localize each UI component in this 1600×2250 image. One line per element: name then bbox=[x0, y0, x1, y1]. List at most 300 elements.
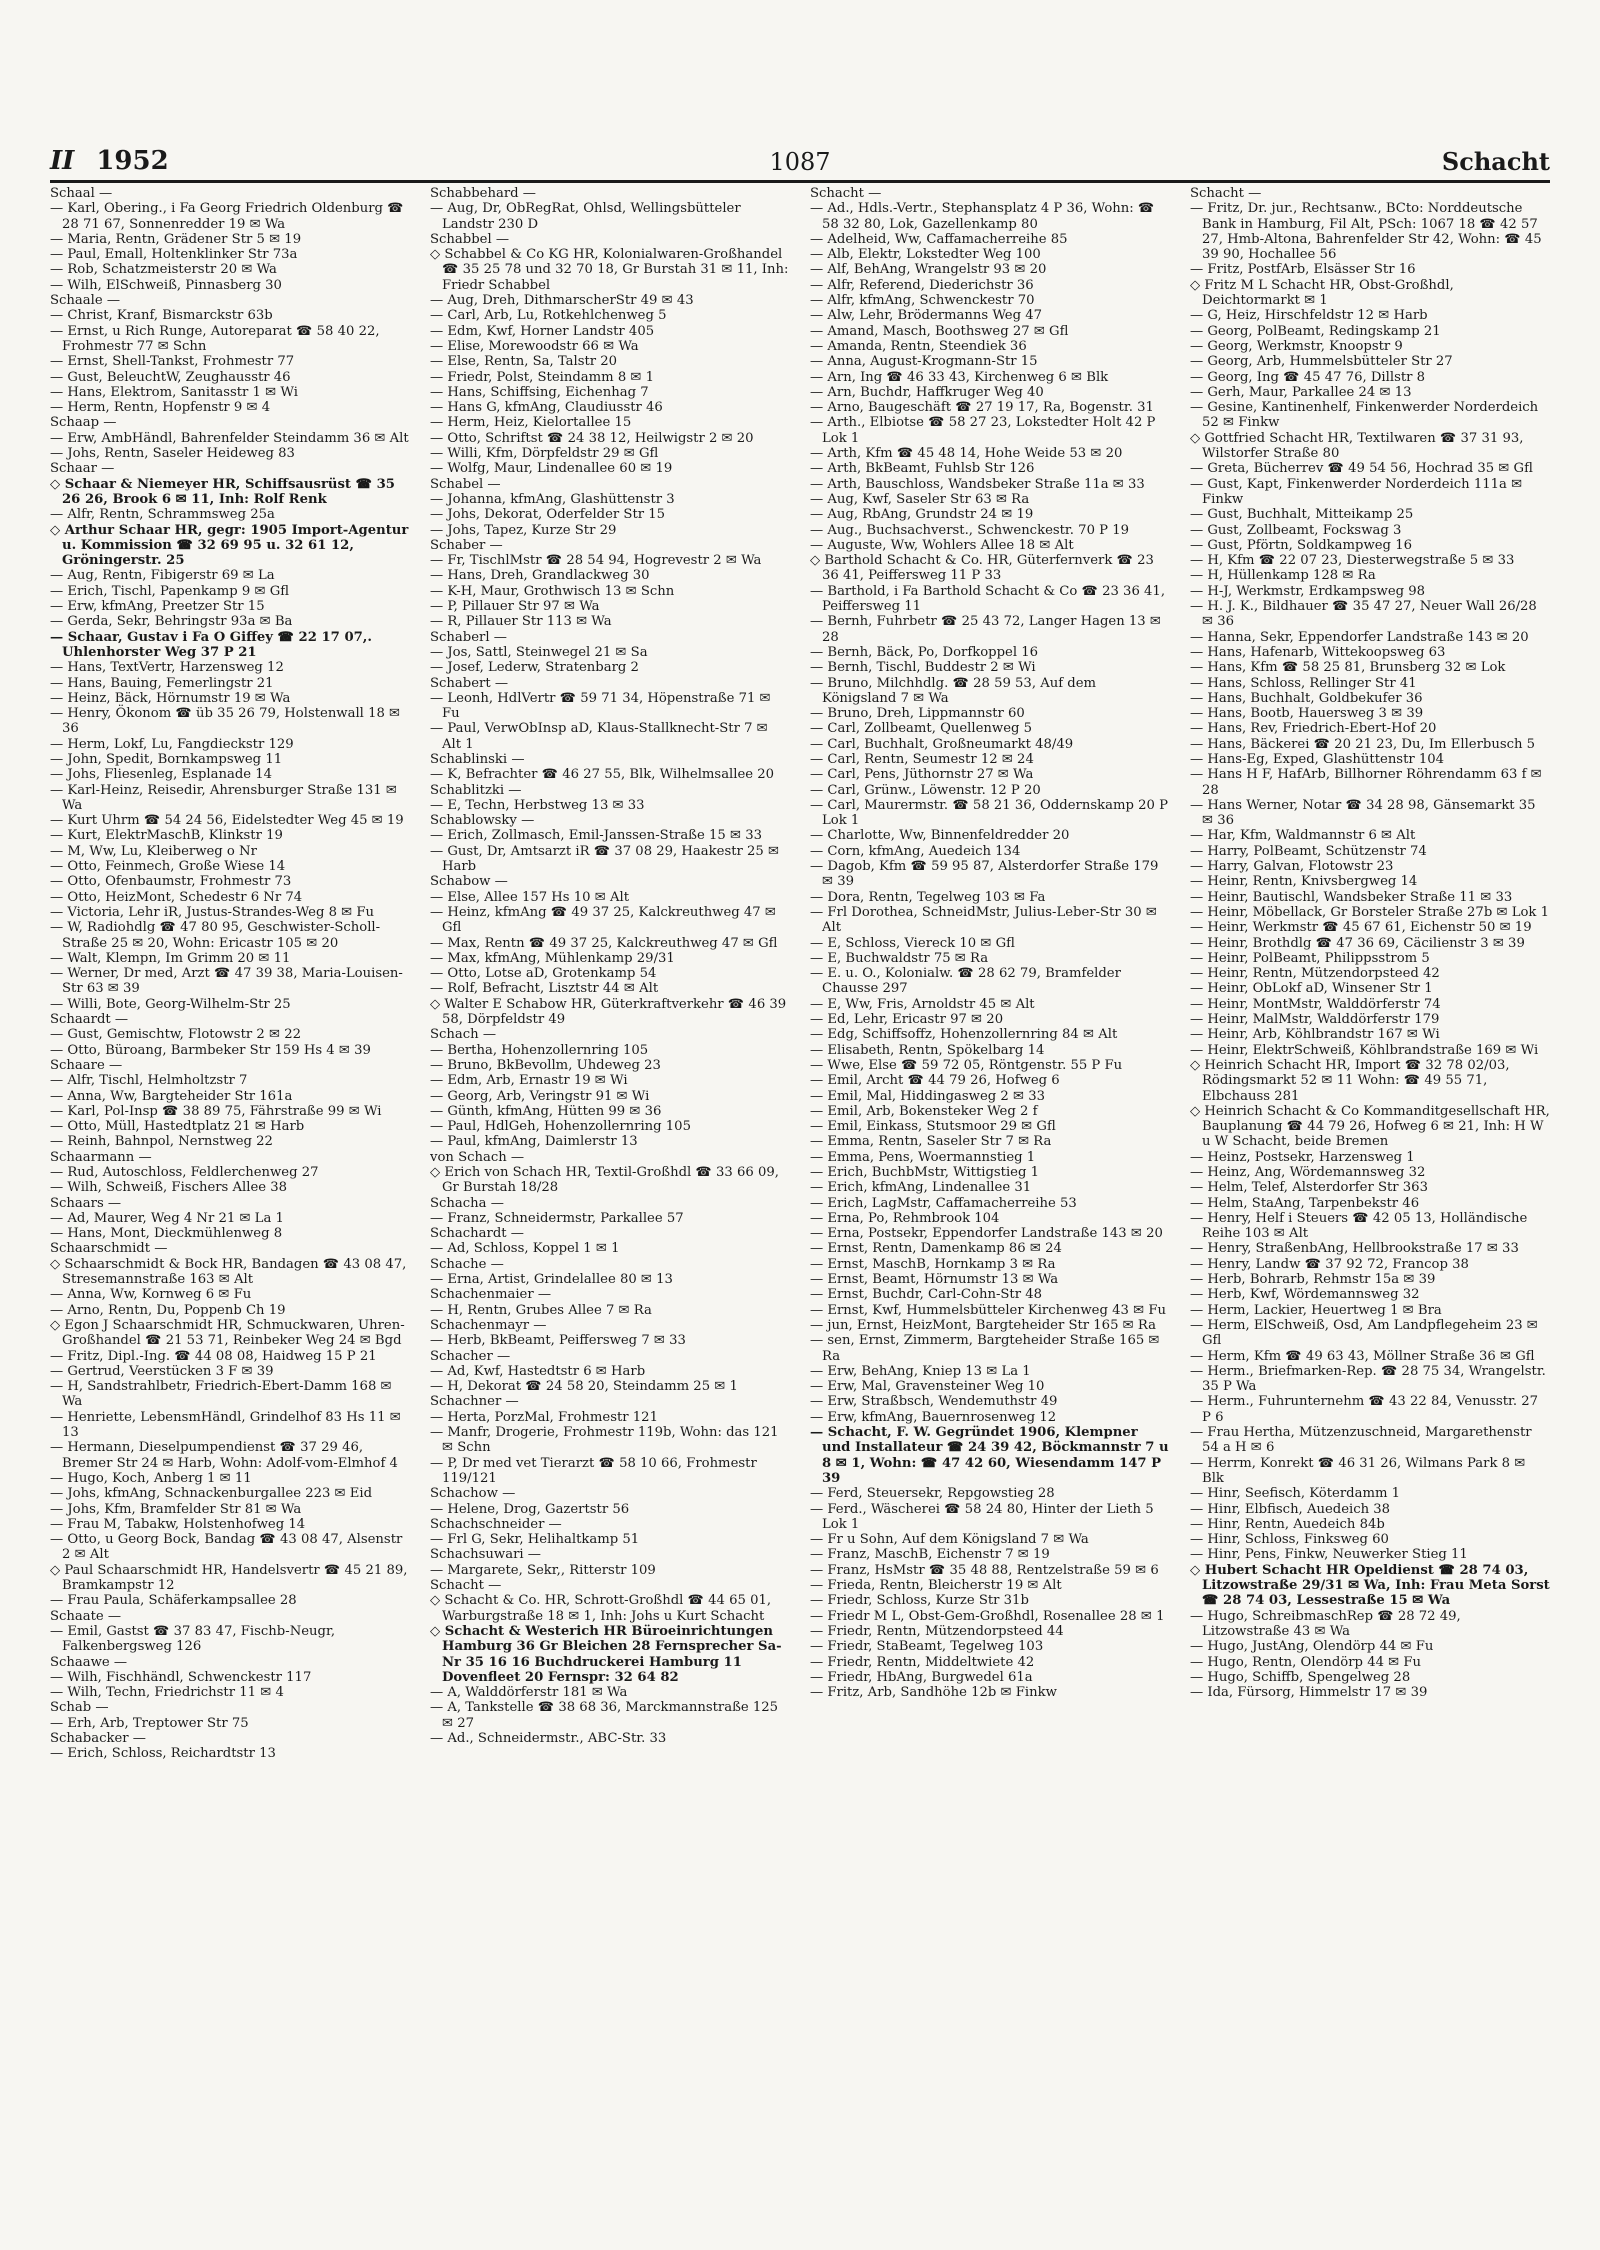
directory-entry: — Henriette, LebensmHändl, Grindelhof 83 Hs 11 ✉ 13 bbox=[50, 1409, 401, 1441]
directory-entry: — Erich, Schloss, Reichardtstr 13 bbox=[50, 1746, 276, 1762]
column-1 bbox=[50, 186, 410, 2236]
directory-entry: — Ad., Schneidermstr., ABC-Str. 33 bbox=[430, 1730, 667, 1746]
directory-entry: — Gust, Zollbeamt, Fockswag 3 bbox=[1190, 522, 1402, 538]
directory-entry: — Amand, Masch, Boothsweg 27 ✉ Gfl bbox=[810, 323, 1069, 339]
directory-entry: — Barthold, i Fa Barthold Schacht & Co ☎ 23 36 41, Peiffersweg 11 bbox=[810, 583, 1166, 615]
directory-entry: — Ernst, Shell-Tankst, Frohmestr 77 bbox=[50, 354, 295, 370]
directory-entry: — Max, Rentn ☎ 49 37 25, Kalckreuthweg 47 ✉ Gfl bbox=[430, 935, 778, 951]
directory-entry: — Reinh, Bahnpol, Nernstweg 22 bbox=[50, 1134, 273, 1150]
directory-entry: — E, Techn, Herbstweg 13 ✉ 33 bbox=[430, 797, 645, 813]
directory-entry: — Harry, Galvan, Flotowstr 23 bbox=[1190, 859, 1394, 875]
page-number: 1087 bbox=[769, 148, 831, 176]
directory-entry: — Georg, Ing ☎ 45 47 76, Dillstr 8 bbox=[1190, 369, 1426, 385]
directory-entry: — Fritz, PostfArb, Elsässer Str 16 bbox=[1190, 262, 1416, 278]
directory-entry: — Carl, Zollbeamt, Quellenweg 5 bbox=[810, 721, 1033, 737]
directory-entry: — Greta, Bücherrev ☎ 49 54 56, Hochrad 35 ✉ Gfl bbox=[1190, 461, 1533, 477]
directory-entry: — Arth., Elbiotse ☎ 58 27 23, Lokstedter Holt 42 P Lok 1 bbox=[810, 415, 1156, 446]
directory-entry: — Karl-Heinz, Reisedir, Ahrensburger Straße 131 ✉ Wa bbox=[50, 782, 397, 813]
directory-entry: — Hans Werner, Notar ☎ 34 28 98, Gänsemarkt 35 ✉ 36 bbox=[1190, 797, 1536, 829]
directory-entry: — Hans, Bäckerei ☎ 20 21 23, Du, Im Ellerbusch 5 bbox=[1190, 736, 1536, 752]
directory-entry: — Wilh, Schweiß, Fischers Allee 38 bbox=[50, 1180, 288, 1196]
directory-entry: — Erw, BehAng, Kniep 13 ✉ La 1 bbox=[810, 1363, 1031, 1379]
directory-entry: — R, Pillauer Str 113 ✉ Wa bbox=[430, 614, 612, 630]
directory-entry: — Aug., Buchsachverst., Schwenckestr. 70 P 19 bbox=[810, 522, 1129, 538]
directory-entry: — Helm, Telef, Alsterdorfer Str 363 bbox=[1190, 1180, 1428, 1196]
directory-entry: — Hans H F, HafArb, Billhorner Röhrendamm 63 f ✉ 28 bbox=[1190, 767, 1542, 798]
directory-entry: — Herb, Bohrarb, Rehmstr 15a ✉ 39 bbox=[1190, 1272, 1436, 1288]
directory-entry: — Franz, MaschB, Eichenstr 7 ✉ 19 bbox=[810, 1547, 1050, 1563]
directory-entry: — E, Ww, Fris, Arnoldstr 45 ✉ Alt bbox=[810, 996, 1035, 1012]
directory-entry: — Fritz, Dipl.-Ing. ☎ 44 08 08, Haidweg 15 P 21 bbox=[50, 1348, 377, 1364]
directory-entry: — Hinr, Pens, Finkw, Neuwerker Stieg 11 bbox=[1190, 1547, 1468, 1563]
surname-heading: Schablowsky — bbox=[430, 813, 535, 829]
directory-entry: — Alfr, Tischl, Helmholtzstr 7 bbox=[50, 1073, 248, 1089]
directory-entry: — Manfr, Drogerie, Frohmestr 119b, Wohn: das 121 ✉ Schn bbox=[430, 1425, 779, 1456]
directory-entry: ◇ Erich von Schach HR, Textil-Großhdl ☎ 33 66 09, Gr Burstah 18/28 bbox=[430, 1165, 779, 1196]
directory-entry: — Victoria, Lehr iR, Justus-Strandes-Weg 8 ✉ Fu bbox=[50, 904, 375, 920]
surname-heading: Schablitzki — bbox=[430, 782, 522, 798]
directory-entry: — Ferd, Steuersekr, Repgowstieg 28 bbox=[810, 1486, 1055, 1502]
surname-heading: Schacht — bbox=[1190, 186, 1262, 201]
surname-heading: Schachschneider — bbox=[430, 1516, 562, 1532]
surname-heading: Schabacker — bbox=[50, 1730, 146, 1746]
directory-entry: — Carl, Maurermstr. ☎ 58 21 36, Oddernskamp 20 P Lok 1 bbox=[810, 797, 1168, 829]
directory-entry: ◇ Paul Schaarschmidt HR, Handelsvertr ☎ 45 21 89, Bramkampstr 12 bbox=[50, 1562, 408, 1594]
directory-entry: — Elise, Morewoodstr 66 ✉ Wa bbox=[430, 338, 639, 354]
directory-entry: — Aug, Kwf, Saseler Str 63 ✉ Ra bbox=[810, 491, 1030, 507]
directory-entry: — Frl Dorothea, SchneidMstr, Julius-Leber-Str 30 ✉ Alt bbox=[810, 904, 1157, 936]
directory-entry: — Anna, August-Krogmann-Str 15 bbox=[810, 354, 1038, 370]
directory-entry: — Anna, Ww, Bargteheider Str 161a bbox=[50, 1088, 293, 1104]
directory-entry: — Ed, Lehr, Ericastr 97 ✉ 20 bbox=[810, 1012, 1004, 1028]
surname-heading: Schaal — bbox=[50, 186, 113, 201]
directory-entry: — Wilh, Techn, Friedrichstr 11 ✉ 4 bbox=[50, 1685, 284, 1701]
surname-heading: Schachsuwari — bbox=[430, 1547, 541, 1563]
directory-entry: — K-H, Maur, Grothwisch 13 ✉ Schn bbox=[430, 583, 675, 599]
surname-heading: Schache — bbox=[430, 1256, 504, 1272]
directory-entry: — Frau Hertha, Mützenzuschneid, Margarethenstr 54 a H ✉ 6 bbox=[1190, 1425, 1532, 1456]
directory-entry: — Friedr, Schloss, Kurze Str 31b bbox=[810, 1593, 1029, 1609]
volume-numeral: II bbox=[50, 146, 75, 176]
directory-entry: — Rolf, Befracht, Lisztstr 44 ✉ Alt bbox=[430, 981, 659, 997]
directory-entry: — Erna, Artist, Grindelallee 80 ✉ 13 bbox=[430, 1272, 673, 1288]
directory-entry: — E, Buchwaldstr 75 ✉ Ra bbox=[810, 950, 989, 966]
directory-entry: ◇ Schabbel & Co KG HR, Kolonialwaren-Großhandel ☎ 35 25 78 und 32 70 18, Gr Burstah 31 ✉ 11, Inh: Friedr Schabbel bbox=[430, 247, 789, 293]
keyword: Schacht bbox=[1441, 147, 1550, 176]
page-header bbox=[50, 132, 1550, 183]
directory-entry: — Otto, Schriftst ☎ 24 38 12, Heilwigstr 2 ✉ 20 bbox=[430, 430, 754, 446]
directory-entry: — Henry, Landw ☎ 37 92 72, Francop 38 bbox=[1190, 1256, 1469, 1272]
directory-entry: — Ad, Maurer, Weg 4 Nr 21 ✉ La 1 bbox=[50, 1210, 284, 1226]
directory-columns bbox=[50, 186, 1550, 2236]
directory-entry: — Erw, Straßbsch, Wendemuthstr 49 bbox=[810, 1394, 1058, 1410]
directory-entry: — Alw, Lehr, Brödermanns Weg 47 bbox=[810, 308, 1043, 324]
directory-entry: — Gust, Buchhalt, Mitteikamp 25 bbox=[1190, 507, 1414, 523]
directory-entry: — Harry, PolBeamt, Schützenstr 74 bbox=[1190, 843, 1427, 859]
directory-entry: — Fr, TischlMstr ☎ 28 54 94, Hogrevestr 2 ✉ Wa bbox=[430, 553, 762, 569]
directory-entry: — A, Walddörferstr 181 ✉ Wa bbox=[430, 1685, 628, 1701]
directory-entry: — Wolfg, Maur, Lindenallee 60 ✉ 19 bbox=[430, 461, 673, 477]
directory-entry: — Fritz, Dr. jur., Rechtsanw., BCto: Norddeutsche Bank in Hamburg, Fil Alt, PSch: 1067 18 ☎ 42 57 27, Hmb-Altona, Bahrenfelder Str 42, Wohn: ☎ 45 39 90, Hochallee 56 bbox=[1190, 201, 1542, 263]
directory-entry: ◇ Gottfried Schacht HR, Textilwaren ☎ 37 31 93, Wilstorfer Straße 80 bbox=[1190, 430, 1524, 462]
directory-entry: — Carl, Grünw., Löwenstr. 12 P 20 bbox=[810, 782, 1041, 798]
directory-entry: — Hans-Eg, Exped, Glashüttenstr 104 bbox=[1190, 751, 1445, 767]
directory-entry: — Heinr, PolBeamt, Philippsstrom 5 bbox=[1190, 950, 1430, 966]
directory-entry: — Frau Paula, Schäferkampsallee 28 bbox=[50, 1593, 297, 1609]
directory-entry: — Hinr, Elbfisch, Auedeich 38 bbox=[1190, 1501, 1391, 1517]
directory-entry: — Erw, AmbHändl, Bahrenfelder Steindamm 36 ✉ Alt bbox=[50, 430, 409, 446]
directory-entry: — H, Kfm ☎ 22 07 23, Diesterwegstraße 5 ✉ 33 bbox=[1190, 553, 1515, 569]
directory-entry: — Paul, Emall, Holtenklinker Str 73a bbox=[50, 247, 298, 263]
directory-entry: ◇ Arthur Schaar HR, gegr: 1905 Import-Agentur u. Kommission ☎ 32 69 95 u. 32 61 12, Gröningerstr. 25 bbox=[50, 522, 409, 569]
surname-heading: Schabbehard — bbox=[430, 186, 536, 201]
directory-entry: — Herm, ElSchweiß, Osd, Am Landpflegeheim 23 ✉ Gfl bbox=[1190, 1317, 1538, 1349]
directory-entry: — Emil, Mal, Hiddingasweg 2 ✉ 33 bbox=[810, 1088, 1046, 1104]
directory-entry: — Amanda, Rentn, Steendiek 36 bbox=[810, 338, 1027, 354]
directory-entry: — Erna, Postsekr, Eppendorfer Landstraße 143 ✉ 20 bbox=[810, 1226, 1163, 1242]
directory-entry: — Otto, Ofenbaumstr, Frohmestr 73 bbox=[50, 874, 292, 890]
directory-entry: — Otto, HeizMont, Schedestr 6 Nr 74 bbox=[50, 889, 303, 905]
directory-entry: — Hugo, Schiffb, Spengelweg 28 bbox=[1190, 1669, 1411, 1685]
directory-entry: — Herb, Kwf, Wördemannsweg 32 bbox=[1190, 1287, 1420, 1303]
directory-entry: — Gust, Gemischtw, Flotowstr 2 ✉ 22 bbox=[50, 1027, 301, 1043]
surname-heading: Schabel — bbox=[430, 476, 501, 492]
directory-entry: — A, Tankstelle ☎ 38 68 36, Marckmannstraße 125 ✉ 27 bbox=[430, 1700, 779, 1731]
directory-entry: — H, Dekorat ☎ 24 58 20, Steindamm 25 ✉ 1 bbox=[430, 1379, 738, 1395]
directory-entry: — Johs, kfmAng, Schnackenburgallee 223 ✉ Eid bbox=[50, 1486, 373, 1502]
surname-heading: Schaardt — bbox=[50, 1012, 129, 1028]
directory-entry: — Maria, Rentn, Grädener Str 5 ✉ 19 bbox=[50, 231, 302, 247]
directory-entry: — Heinr, ObLokf aD, Winsener Str 1 bbox=[1190, 981, 1433, 997]
directory-entry: — Arth, BkBeamt, Fuhlsb Str 126 bbox=[810, 461, 1035, 477]
directory-entry: — Hans, Mont, Dieckmühlenweg 8 bbox=[50, 1226, 283, 1242]
directory-entry: — Ad, Kwf, Hastedtstr 6 ✉ Harb bbox=[430, 1363, 646, 1379]
directory-entry: — Edm, Kwf, Horner Landstr 405 bbox=[430, 323, 655, 339]
directory-entry: — Else, Allee 157 Hs 10 ✉ Alt bbox=[430, 889, 630, 905]
directory-entry: — Carl, Arb, Lu, Rotkehlchenweg 5 bbox=[430, 308, 667, 324]
directory-entry: — Johanna, kfmAng, Glashüttenstr 3 bbox=[430, 491, 675, 507]
surname-heading: Schachow — bbox=[430, 1486, 516, 1502]
directory-entry: — Johs, Dekorat, Oderfelder Str 15 bbox=[430, 507, 666, 523]
directory-entry: — Friedr, Polst, Steindamm 8 ✉ 1 bbox=[430, 369, 655, 385]
directory-entry: — Gerh, Maur, Parkallee 24 ✉ 13 bbox=[1190, 384, 1412, 400]
directory-entry: — Hinr, Schloss, Finksweg 60 bbox=[1190, 1532, 1389, 1548]
directory-entry: — Bertha, Hohenzollernring 105 bbox=[430, 1042, 649, 1058]
column-2 bbox=[430, 186, 790, 2236]
directory-entry: — Aug, Dr, ObRegRat, Ohlsd, Wellingsbütteler Landstr 230 D bbox=[430, 201, 741, 232]
directory-entry: — Heinr, MalMstr, Walddörferstr 179 bbox=[1190, 1012, 1440, 1028]
directory-entry: — Kurt Uhrm ☎ 54 24 56, Eidelstedter Weg 45 ✉ 19 bbox=[50, 813, 404, 829]
directory-entry: — Paul, kfmAng, Daimlerstr 13 bbox=[430, 1134, 638, 1150]
directory-entry: — Erh, Arb, Treptower Str 75 bbox=[50, 1715, 249, 1731]
directory-entry: — Wilh, Fischhändl, Schwenckestr 117 bbox=[50, 1669, 312, 1685]
directory-entry: — Heinr, Rentn, Mützendorpsteed 42 bbox=[1190, 966, 1440, 982]
directory-entry: — Friedr, StaBeamt, Tegelweg 103 bbox=[810, 1639, 1044, 1655]
directory-entry: — Gust, Pförtn, Soldkampweg 16 bbox=[1190, 537, 1412, 553]
directory-entry: — sen, Ernst, Zimmerm, Bargteheider Straße 165 ✉ Ra bbox=[810, 1333, 1160, 1364]
directory-entry: — Hugo, SchreibmaschRep ☎ 28 72 49, Litzowstraße 43 ✉ Wa bbox=[1190, 1608, 1461, 1639]
directory-entry: — Aug, RbAng, Grundstr 24 ✉ 19 bbox=[810, 507, 1034, 523]
surname-heading: von Schach — bbox=[430, 1149, 525, 1165]
directory-entry: — E, Schloss, Viereck 10 ✉ Gfl bbox=[810, 935, 1015, 951]
directory-entry: — Heinz, Postsekr, Harzensweg 1 bbox=[1190, 1149, 1415, 1165]
directory-entry: — Else, Rentn, Sa, Talstr 20 bbox=[430, 354, 618, 370]
directory-entry: — G, Heiz, Hirschfeldstr 12 ✉ Harb bbox=[1190, 308, 1428, 324]
directory-entry: — Henry, StraßenbAng, Hellbrookstraße 17 ✉ 33 bbox=[1190, 1241, 1519, 1257]
directory-entry: — jun, Ernst, HeizMont, Bargteheider Str 165 ✉ Ra bbox=[810, 1317, 1156, 1333]
directory-entry: — E. u. O., Kolonialw. ☎ 28 62 79, Bramfelder Chausse 297 bbox=[810, 966, 1121, 997]
directory-entry: — Georg, Arb, Hummelsbütteler Str 27 bbox=[1190, 354, 1453, 370]
directory-entry: — H, Rentn, Grubes Allee 7 ✉ Ra bbox=[430, 1302, 652, 1318]
directory-entry: — Hans, Rev, Friedrich-Ebert-Hof 20 bbox=[1190, 721, 1437, 737]
directory-entry: — Hans, Bootb, Hauersweg 3 ✉ 39 bbox=[1190, 706, 1424, 722]
directory-entry: ◇ Schacht & Co. HR, Schrott-Großhdl ☎ 44 65 01, Warburgstraße 18 ✉ 1, Inh: Johs u Kurt Schacht bbox=[430, 1593, 772, 1624]
directory-entry: — Carl, Buchhalt, Großneumarkt 48/49 bbox=[810, 736, 1074, 752]
directory-entry: — Fritz, Arb, Sandhöhe 12b ✉ Finkw bbox=[810, 1685, 1057, 1701]
directory-entry: — Karl, Obering., i Fa Georg Friedrich Oldenburg ☎ 28 71 67, Sonnenredder 19 ✉ Wa bbox=[50, 201, 404, 232]
directory-entry: — Hans, Schloss, Rellinger Str 41 bbox=[1190, 675, 1417, 691]
directory-entry: — H. J. K., Bildhauer ☎ 35 47 27, Neuer Wall 26/28 ✉ 36 bbox=[1190, 599, 1537, 630]
surname-heading: Schaale — bbox=[50, 293, 121, 309]
directory-entry: — Ernst, Kwf, Hummelsbütteler Kirchenweg 43 ✉ Fu bbox=[810, 1302, 1166, 1318]
directory-entry: ◇ Schaarschmidt & Bock HR, Bandagen ☎ 43 08 47, Stresemannstraße 163 ✉ Alt bbox=[50, 1256, 407, 1288]
directory-entry: — Erna, Po, Rehmbrook 104 bbox=[810, 1210, 1000, 1226]
directory-entry: — Emma, Rentn, Saseler Str 7 ✉ Ra bbox=[810, 1134, 1052, 1150]
surname-heading: Schachner — bbox=[430, 1394, 519, 1410]
directory-entry: — Hans G, kfmAng, Claudiusstr 46 bbox=[430, 400, 663, 416]
directory-entry: — Carl, Rentn, Seumestr 12 ✉ 24 bbox=[810, 751, 1034, 767]
directory-entry: — Alfr, kfmAng, Schwenckestr 70 bbox=[810, 293, 1035, 309]
directory-entry: ◇ Fritz M L Schacht HR, Obst-Großhdl, Deichtormarkt ✉ 1 bbox=[1190, 277, 1454, 309]
directory-entry: ◇ Hubert Schacht HR Opeldienst ☎ 28 74 03, Litzowstraße 29/31 ✉ Wa, Inh: Frau Meta Sorst ☎ 28 74 03, Lessestraße 15 ✉ Wa bbox=[1190, 1562, 1550, 1609]
directory-entry: — Adelheid, Ww, Caffamacherreihe 85 bbox=[810, 231, 1068, 247]
directory-entry: — Hinr, Seefisch, Köterdamm 1 bbox=[1190, 1486, 1401, 1502]
directory-entry: — Auguste, Ww, Wohlers Allee 18 ✉ Alt bbox=[810, 537, 1074, 553]
directory-entry: — Ernst, Buchdr, Carl-Cohn-Str 48 bbox=[810, 1287, 1043, 1303]
directory-entry: — Willi, Kfm, Dörpfeldstr 29 ✉ Gfl bbox=[430, 446, 659, 462]
directory-entry: — H, Hüllenkamp 128 ✉ Ra bbox=[1190, 568, 1376, 584]
directory-entry: — Ernst, MaschB, Hornkamp 3 ✉ Ra bbox=[810, 1256, 1056, 1272]
directory-entry: — Max, kfmAng, Mühlenkamp 29/31 bbox=[430, 950, 675, 966]
directory-entry: — Ida, Fürsorg, Himmelstr 17 ✉ 39 bbox=[1190, 1685, 1428, 1701]
directory-entry: — Edm, Arb, Ernastr 19 ✉ Wi bbox=[430, 1073, 628, 1089]
directory-entry: — Jos, Sattl, Steinwegel 21 ✉ Sa bbox=[430, 644, 648, 660]
directory-entry: — Heinr, Werkmstr ☎ 45 67 61, Eichenstr 50 ✉ 19 bbox=[1190, 920, 1532, 936]
directory-entry: — Arno, Baugeschäft ☎ 27 19 17, Ra, Bogenstr. 31 bbox=[810, 400, 1154, 416]
surname-heading: Schachenmaier — bbox=[430, 1287, 552, 1303]
directory-entry: — Johs, Rentn, Saseler Heideweg 83 bbox=[50, 446, 295, 462]
directory-entry: — Heinz, Bäck, Hörnumstr 19 ✉ Wa bbox=[50, 690, 291, 706]
surname-heading: Schaawe — bbox=[50, 1654, 128, 1670]
directory-entry: — Johs, Kfm, Bramfelder Str 81 ✉ Wa bbox=[50, 1501, 302, 1517]
directory-entry: — Hugo, Rentn, Olendörp 44 ✉ Fu bbox=[1190, 1654, 1422, 1670]
directory-entry: — Werner, Dr med, Arzt ☎ 47 39 38, Maria-Louisen-Str 63 ✉ 39 bbox=[50, 966, 403, 997]
directory-entry: — Schacht, F. W. Gegründet 1906, Klempner und Installateur ☎ 24 39 42, Böckmannstr 7 u 8 ✉ 1, Wohn: ☎ 47 42 60, Wiesendamm 147 P 39 bbox=[810, 1425, 1169, 1486]
directory-entry: — Rob, Schatzmeisterstr 20 ✉ Wa bbox=[50, 262, 277, 278]
directory-entry: ◇ Schacht & Westerich HR Büroeinrichtungen Hamburg 36 Gr Bleichen 28 Fernsprecher Sa-Nr 35 16 16 Buchdruckerei Hamburg 11 Dovenfleet 20 Fernspr: 32 64 82 bbox=[430, 1623, 782, 1685]
directory-entry: — Aug, Rentn, Fibigerstr 69 ✉ La bbox=[50, 568, 275, 584]
directory-entry: — Herta, PorzMal, Frohmestr 121 bbox=[430, 1409, 658, 1425]
directory-entry: — Emil, Arb, Bokensteker Weg 2 f bbox=[810, 1103, 1038, 1119]
directory-entry: — Emil, Gastst ☎ 37 83 47, Fischb-Neugr, Falkenbergsweg 126 bbox=[50, 1623, 336, 1655]
directory-entry: — Erich, BuchbMstr, Wittigstieg 1 bbox=[810, 1165, 1040, 1180]
directory-entry: — Georg, Werkmstr, Knoopstr 9 bbox=[1190, 338, 1403, 354]
directory-entry: — Bernh, Bäck, Po, Dorfkoppel 16 bbox=[810, 644, 1039, 660]
directory-entry: — Margarete, Sekr,, Ritterstr 109 bbox=[430, 1562, 656, 1578]
directory-entry: — Fr u Sohn, Auf dem Königsland 7 ✉ Wa bbox=[810, 1532, 1089, 1548]
directory-entry: — M, Ww, Lu, Kleiberweg o Nr bbox=[50, 843, 257, 859]
surname-heading: Schab — bbox=[50, 1700, 109, 1716]
directory-entry: — Günth, kfmAng, Hütten 99 ✉ 36 bbox=[430, 1103, 662, 1119]
directory-entry: — Helene, Drog, Gazertstr 56 bbox=[430, 1501, 630, 1517]
directory-entry: — Ernst, Beamt, Hörnumstr 13 ✉ Wa bbox=[810, 1272, 1059, 1288]
directory-entry: — Erich, Tischl, Papenkamp 9 ✉ Gfl bbox=[50, 583, 290, 599]
directory-entry: — Herb, BkBeamt, Peiffersweg 7 ✉ 33 bbox=[430, 1333, 686, 1349]
directory-entry: — Alb, Elektr, Lokstedter Weg 100 bbox=[810, 247, 1041, 263]
directory-entry: — Hans, Hafenarb, Wittekoopsweg 63 bbox=[1190, 644, 1446, 660]
directory-entry: — Hermann, Dieselpumpendienst ☎ 37 29 46, Bremer Str 24 ✉ Harb, Wohn: Adolf-vom-Elmhof 4 bbox=[50, 1440, 398, 1471]
directory-entry: — Herm., Briefmarken-Rep. ☎ 28 75 34, Wrangelstr. 35 P Wa bbox=[1190, 1363, 1546, 1395]
surname-heading: Schaar — bbox=[50, 461, 115, 477]
directory-entry: — Erich, Zollmasch, Emil-Janssen-Straße 15 ✉ 33 bbox=[430, 828, 762, 844]
directory-entry: ◇ Egon J Schaarschmidt HR, Schmuckwaren, Uhren-Großhandel ☎ 21 53 71, Reinbeker Weg 24 ✉ Bgd bbox=[50, 1317, 405, 1349]
directory-entry: — Christ, Kranf, Bismarckstr 63b bbox=[50, 308, 273, 324]
directory-entry: — Erw, kfmAng, Bauernrosenweg 12 bbox=[810, 1409, 1057, 1425]
directory-entry: — Aug, Dreh, DithmarscherStr 49 ✉ 43 bbox=[430, 293, 694, 309]
directory-entry: — Heinr, Bautischl, Wandsbeker Straße 11 ✉ 33 bbox=[1190, 889, 1513, 905]
directory-entry: — Anna, Ww, Kornweg 6 ✉ Fu bbox=[50, 1287, 252, 1303]
directory-entry: — Corn, kfmAng, Auedeich 134 bbox=[810, 843, 1021, 859]
directory-entry: — Hans, TextVertr, Harzensweg 12 bbox=[50, 660, 284, 676]
directory-entry: — Hans, Schiffsing, Eichenhag 7 bbox=[430, 384, 649, 400]
directory-entry: — Friedr M L, Obst-Gem-Großhdl, Rosenallee 28 ✉ 1 bbox=[810, 1608, 1165, 1624]
surname-heading: Schacher — bbox=[430, 1348, 511, 1364]
directory-entry: — Alfr, Rentn, Schrammsweg 25a bbox=[50, 507, 275, 523]
directory-entry: — Otto, Feinmech, Große Wiese 14 bbox=[50, 859, 286, 875]
directory-entry: — Arth, Bauschloss, Wandsbeker Straße 11a ✉ 33 bbox=[810, 476, 1145, 492]
directory-entry: — Gerda, Sekr, Behringstr 93a ✉ Ba bbox=[50, 614, 293, 630]
directory-entry: — Frl G, Sekr, Helihaltkamp 51 bbox=[430, 1532, 640, 1548]
header-left bbox=[50, 146, 169, 176]
surname-heading: Schachardt — bbox=[430, 1226, 524, 1242]
surname-heading: Schabert — bbox=[430, 675, 509, 691]
directory-entry: — Paul, VerwObInsp aD, Klaus-Stallknecht-Str 7 ✉ Alt 1 bbox=[430, 721, 768, 752]
directory-entry: — Rud, Autoschloss, Feldlerchenweg 27 bbox=[50, 1165, 319, 1180]
directory-entry: — Gust, Dr, Amtsarzt iR ☎ 37 08 29, Haakestr 25 ✉ Harb bbox=[430, 843, 780, 875]
directory-entry: — Emma, Pens, Woermannstieg 1 bbox=[810, 1149, 1036, 1165]
directory-entry: — Otto, u Georg Bock, Bandag ☎ 43 08 47, Alsenstr 2 ✉ Alt bbox=[50, 1532, 403, 1563]
directory-entry: — Emil, Archt ☎ 44 79 26, Hofweg 6 bbox=[810, 1073, 1060, 1089]
directory-entry: — Schaar, Gustav i Fa O Giffey ☎ 22 17 07,. Uhlenhorster Weg 37 P 21 bbox=[50, 629, 372, 660]
surname-heading: Schaarmann — bbox=[50, 1149, 152, 1165]
directory-entry: — Otto, Büroang, Barmbeker Str 159 Hs 4 ✉ 39 bbox=[50, 1042, 371, 1058]
directory-entry: — Josef, Lederw, Stratenbarg 2 bbox=[430, 660, 639, 676]
surname-heading: Schabbel — bbox=[430, 231, 510, 247]
directory-entry: — Arn, Buchdr, Haffkruger Weg 40 bbox=[810, 384, 1044, 400]
directory-entry: — Edg, Schiffsoffz, Hohenzollernring 84 ✉ Alt bbox=[810, 1027, 1118, 1043]
directory-entry: — Otto, Müll, Hastedtplatz 21 ✉ Harb bbox=[50, 1119, 305, 1135]
directory-entry: — Henry, Ökonom ☎ üb 35 26 79, Holstenwall 18 ✉ 36 bbox=[50, 706, 401, 737]
directory-entry: — Heinz, Ang, Wördemannsweg 32 bbox=[1190, 1165, 1426, 1180]
directory-entry: — P, Pillauer Str 97 ✉ Wa bbox=[430, 599, 600, 615]
surname-heading: Schach — bbox=[430, 1027, 497, 1043]
directory-entry: ◇ Walter E Schabow HR, Güterkraftverkehr ☎ 46 39 58, Dörpfeldstr 49 bbox=[430, 996, 787, 1028]
directory-entry: — Bruno, Dreh, Lippmannstr 60 bbox=[810, 706, 1025, 722]
directory-entry: — Carl, Pens, Jüthornstr 27 ✉ Wa bbox=[810, 767, 1034, 783]
directory-entry: — Ernst, u Rich Runge, Autoreparat ☎ 58 40 22, Frohmestr 77 ✉ Schn bbox=[50, 323, 380, 354]
directory-entry: — Helm, StaAng, Tarpenbekstr 46 bbox=[1190, 1195, 1420, 1211]
column-4 bbox=[1190, 186, 1550, 2236]
directory-entry: — Heinr, MontMstr, Walddörferstr 74 bbox=[1190, 996, 1441, 1012]
surname-heading: Schaate — bbox=[50, 1608, 122, 1624]
directory-entry: — Friedr, Rentn, Middeltwiete 42 bbox=[810, 1654, 1035, 1670]
directory-entry: — H, Sandstrahlbetr, Friedrich-Ebert-Damm 168 ✉ Wa bbox=[50, 1379, 392, 1410]
directory-entry: — Herm, Kfm ☎ 49 63 43, Möllner Straße 36 ✉ Gfl bbox=[1190, 1348, 1535, 1364]
directory-entry: ◇ Barthold Schacht & Co. HR, Güterfernverk ☎ 23 36 41, Peiffersweg 11 P 33 bbox=[810, 553, 1154, 584]
directory-entry: — Hugo, JustAng, Olendörp 44 ✉ Fu bbox=[1190, 1639, 1434, 1655]
directory-entry: — Friedr, HbAng, Burgwedel 61a bbox=[810, 1669, 1033, 1685]
surname-heading: Schabow — bbox=[430, 874, 508, 890]
directory-entry: — Hinr, Rentn, Auedeich 84b bbox=[1190, 1516, 1385, 1532]
directory-entry: — Frieda, Rentn, Bleicherstr 19 ✉ Alt bbox=[810, 1578, 1062, 1594]
directory-entry: — W, Radiohdlg ☎ 47 80 95, Geschwister-Scholl-Straße 25 ✉ 20, Wohn: Ericastr 105 ✉ 20 bbox=[50, 920, 381, 951]
surname-heading: Schablinski — bbox=[430, 751, 525, 767]
directory-entry: — Arth, Kfm ☎ 45 48 14, Hohe Weide 53 ✉ 20 bbox=[810, 446, 1123, 462]
directory-entry: — Heinr, Rentn, Knivsbergweg 14 bbox=[1190, 874, 1418, 890]
surname-heading: Schaars — bbox=[50, 1195, 122, 1211]
directory-entry: — Arn, Ing ☎ 46 33 43, Kirchenweg 6 ✉ Blk bbox=[810, 369, 1109, 385]
directory-entry: — Hans, Kfm ☎ 58 25 81, Brunsberg 32 ✉ Lok bbox=[1190, 660, 1506, 676]
directory-entry: — Hans, Elektrom, Sanitasstr 1 ✉ Wi bbox=[50, 384, 298, 400]
directory-entry: — Charlotte, Ww, Binnenfeldredder 20 bbox=[810, 828, 1070, 844]
directory-entry: — Wwe, Else ☎ 59 72 05, Röntgenstr. 55 P Fu bbox=[810, 1057, 1123, 1073]
surname-heading: Schacht — bbox=[810, 186, 882, 201]
directory-entry: — Franz, Schneidermstr, Parkallee 57 bbox=[430, 1210, 684, 1226]
directory-entry: — Hanna, Sekr, Eppendorfer Landstraße 143 ✉ 20 bbox=[1190, 629, 1529, 645]
surname-heading: Schaberl — bbox=[430, 629, 507, 645]
directory-entry: — Erich, kfmAng, Lindenallee 31 bbox=[810, 1180, 1032, 1196]
directory-entry: — Heinz, kfmAng ☎ 49 37 25, Kalckreuthweg 47 ✉ Gfl bbox=[430, 904, 776, 936]
directory-entry: — Ernst, Rentn, Damenkamp 86 ✉ 24 bbox=[810, 1241, 1062, 1257]
directory-entry: — Herm, Lokf, Lu, Fangdieckstr 129 bbox=[50, 736, 294, 752]
directory-entry: — P, Dr med vet Tierarzt ☎ 58 10 66, Frohmestr 119/121 bbox=[430, 1455, 757, 1486]
directory-entry: — Hans, Bauing, Femerlingstr 21 bbox=[50, 675, 274, 691]
directory-entry: — Georg, PolBeamt, Redingskamp 21 bbox=[1190, 323, 1441, 339]
directory-entry: — Ad., Hdls.-Vertr., Stephansplatz 4 P 36, Wohn: ☎ 58 32 80, Lok, Gazellenkamp 80 bbox=[810, 201, 1155, 232]
directory-entry: — Elisabeth, Rentn, Spökelbarg 14 bbox=[810, 1042, 1045, 1058]
directory-entry: ◇ Schaar & Niemeyer HR, Schiffsausrüst ☎ 35 26 26, Brook 6 ✉ 11, Inh: Rolf Renk bbox=[50, 476, 395, 507]
directory-entry: — Heinr, ElektrSchweiß, Köhlbrandstraße 169 ✉ Wi bbox=[1190, 1042, 1539, 1058]
directory-entry: — Herm, Lackier, Heuertweg 1 ✉ Bra bbox=[1190, 1302, 1442, 1318]
surname-heading: Schacht — bbox=[430, 1578, 502, 1594]
directory-entry: — K, Befrachter ☎ 46 27 55, Blk, Wilhelmsallee 20 bbox=[430, 767, 775, 783]
surname-heading: Schaarschmidt — bbox=[50, 1241, 168, 1257]
directory-entry: — Har, Kfm, Waldmannstr 6 ✉ Alt bbox=[1190, 828, 1416, 844]
directory-entry: — Erw, kfmAng, Preetzer Str 15 bbox=[50, 599, 265, 615]
directory-entry: — Otto, Lotse aD, Grotenkamp 54 bbox=[430, 966, 657, 982]
directory-entry: — Gust, Kapt, Finkenwerder Norderdeich 111a ✉ Finkw bbox=[1190, 476, 1523, 507]
surname-heading: Schaber — bbox=[430, 537, 503, 553]
surname-heading: Schaap — bbox=[50, 415, 117, 431]
directory-entry: — Dora, Rentn, Tegelweg 103 ✉ Fa bbox=[810, 889, 1046, 905]
directory-entry: — Paul, HdlGeh, Hohenzollernring 105 bbox=[430, 1119, 691, 1135]
directory-entry: — Emil, Einkass, Stutsmoor 29 ✉ Gfl bbox=[810, 1119, 1056, 1135]
directory-entry: — Herm, Rentn, Hopfenstr 9 ✉ 4 bbox=[50, 400, 271, 416]
directory-entry: — Erw, Mal, Gravensteiner Weg 10 bbox=[810, 1379, 1045, 1395]
surname-heading: Schachenmayr — bbox=[430, 1317, 547, 1333]
directory-entry: — Friedr, Rentn, Mützendorpsteed 44 bbox=[810, 1623, 1064, 1639]
year: 1952 bbox=[96, 146, 169, 176]
